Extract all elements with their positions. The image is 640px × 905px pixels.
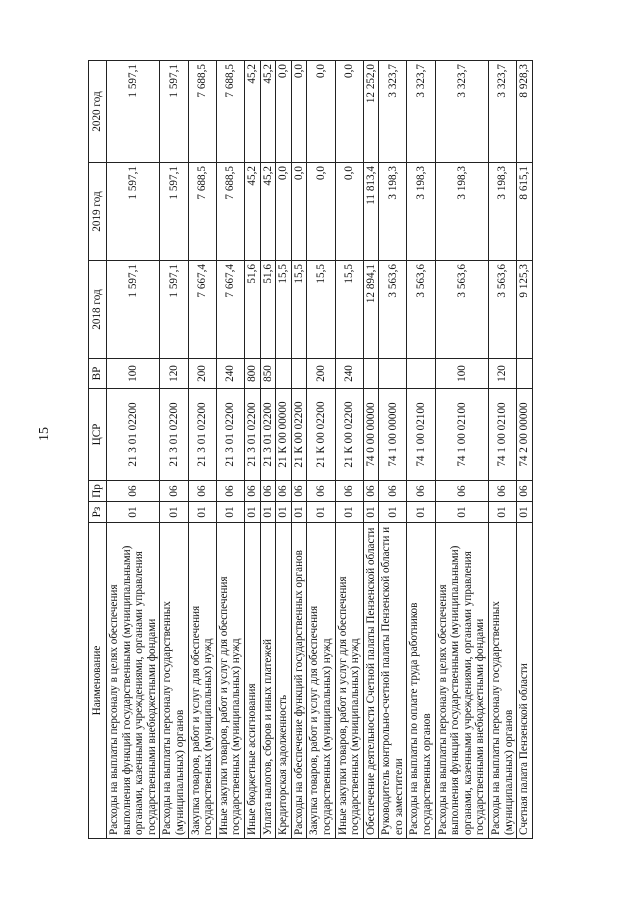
header-2020: 2020 год — [89, 61, 107, 163]
cell-rz: 01 — [188, 502, 216, 523]
table-row — [335, 61, 363, 839]
cell-2019: 0,0 — [276, 163, 292, 261]
cell-rz: 01 — [160, 502, 188, 523]
cell-csr: 74 1 00 02100 — [489, 389, 517, 481]
cell-pr: 06 — [216, 481, 244, 502]
cell-rz: 01 — [216, 502, 244, 523]
cell-name: Руководитель контрольно-счетной палаты Пензенской области и его заместители — [379, 523, 407, 839]
cell-vr: 200 — [307, 359, 335, 389]
cell-name: Обеспечение деятельности Счетной палаты Пензенской области — [363, 523, 379, 839]
cell-2019: 11 813,4 — [363, 163, 379, 261]
cell-2018: 15,5 — [335, 261, 363, 359]
cell-csr: 74 1 00 02100 — [435, 389, 488, 481]
cell-2019: 0,0 — [307, 163, 335, 261]
cell-2018: 51,6 — [260, 261, 276, 359]
cell-rz: 01 — [307, 502, 335, 523]
cell-vr: 850 — [260, 359, 276, 389]
cell-vr — [517, 359, 533, 389]
cell-2019: 8 615,1 — [517, 163, 533, 261]
cell-pr: 06 — [407, 481, 435, 502]
cell-name: Расходы на обеспечение функций государственных органов — [291, 523, 307, 839]
cell-2020: 45,2 — [260, 61, 276, 163]
budget-table — [88, 60, 533, 839]
table-row — [307, 61, 335, 839]
cell-pr: 06 — [335, 481, 363, 502]
cell-2019: 3 198,3 — [407, 163, 435, 261]
cell-pr: 06 — [188, 481, 216, 502]
cell-2019: 3 198,3 — [435, 163, 488, 261]
cell-name: Кредиторская задолженность — [276, 523, 292, 839]
cell-name: Расходы на выплаты персоналу в целях обеспечения выполнения функций государственными (муниципальными) органами, казенными учреждениями, органами управления государственными внебюджетными фондами — [107, 523, 160, 839]
cell-pr: 06 — [276, 481, 292, 502]
cell-name: Закупка товаров, работ и услуг для обеспечения государственных (муниципальных) нужд — [307, 523, 335, 839]
cell-pr: 06 — [435, 481, 488, 502]
cell-2018: 3 563,6 — [379, 261, 407, 359]
cell-csr: 21 К 00 02200 — [335, 389, 363, 481]
cell-csr: 21 3 01 02200 — [244, 389, 260, 481]
cell-2020: 8 928,3 — [517, 61, 533, 163]
cell-2020: 0,0 — [335, 61, 363, 163]
cell-2020: 0,0 — [291, 61, 307, 163]
cell-vr — [276, 359, 292, 389]
cell-csr: 21 3 01 02200 — [160, 389, 188, 481]
cell-vr: 120 — [489, 359, 517, 389]
cell-name: Счетная палата Пензенской области — [517, 523, 533, 839]
cell-name: Иные закупки товаров, работ и услуг для обеспечения государственных (муниципальных) нужд — [216, 523, 244, 839]
cell-2019: 1 597,1 — [160, 163, 188, 261]
cell-2018: 15,5 — [307, 261, 335, 359]
cell-vr — [291, 359, 307, 389]
cell-name: Расходы на выплаты по оплате труда работников государственных органов — [407, 523, 435, 839]
cell-csr: 21 3 01 02200 — [107, 389, 160, 481]
cell-vr — [379, 359, 407, 389]
cell-vr — [407, 359, 435, 389]
cell-2020: 45,2 — [244, 61, 260, 163]
cell-2020: 0,0 — [276, 61, 292, 163]
cell-rz: 01 — [517, 502, 533, 523]
table-row — [489, 61, 517, 839]
cell-2020: 1 597,1 — [160, 61, 188, 163]
cell-2018: 15,5 — [291, 261, 307, 359]
table-header-row — [89, 61, 107, 839]
cell-2020: 0,0 — [307, 61, 335, 163]
cell-name: Расходы на выплаты персоналу государственных (муниципальных) органов — [160, 523, 188, 839]
cell-2020: 3 323,7 — [435, 61, 488, 163]
cell-csr: 21 К 00 02200 — [307, 389, 335, 481]
cell-2018: 1 597,1 — [160, 261, 188, 359]
table-row — [160, 61, 188, 839]
cell-name: Закупка товаров, работ и услуг для обеспечения государственных (муниципальных) нужд — [188, 523, 216, 839]
cell-vr: 100 — [107, 359, 160, 389]
cell-2018: 12 894,1 — [363, 261, 379, 359]
cell-csr: 74 2 00 00000 — [517, 389, 533, 481]
table-body — [107, 61, 533, 839]
header-pr: Пр — [89, 481, 107, 502]
table-row — [407, 61, 435, 839]
cell-2020: 3 323,7 — [489, 61, 517, 163]
cell-2019: 7 688,5 — [188, 163, 216, 261]
header-vr: ВР — [89, 359, 107, 389]
cell-pr: 06 — [517, 481, 533, 502]
cell-2019: 3 198,3 — [379, 163, 407, 261]
cell-pr: 06 — [363, 481, 379, 502]
cell-vr: 100 — [435, 359, 488, 389]
header-name: Наименование — [89, 523, 107, 839]
cell-pr: 06 — [260, 481, 276, 502]
cell-rz: 01 — [379, 502, 407, 523]
cell-pr: 06 — [244, 481, 260, 502]
cell-rz: 01 — [276, 502, 292, 523]
cell-vr: 200 — [188, 359, 216, 389]
cell-2019: 45,2 — [244, 163, 260, 261]
cell-2018: 3 563,6 — [489, 261, 517, 359]
cell-name: Иные бюджетные ассигнования — [244, 523, 260, 839]
cell-rz: 01 — [407, 502, 435, 523]
cell-2020: 7 688,5 — [216, 61, 244, 163]
cell-2020: 7 688,5 — [188, 61, 216, 163]
cell-csr: 74 0 00 00000 — [363, 389, 379, 481]
cell-name: Расходы на выплаты персоналу в целях обеспечения выполнения функций государственными (муниципальными) органами, казенными учреждениями, органами управления государственными внебюджетными фондами — [435, 523, 488, 839]
cell-rz: 01 — [244, 502, 260, 523]
cell-2019: 45,2 — [260, 163, 276, 261]
cell-name: Уплата налогов, сборов и иных платежей — [260, 523, 276, 839]
cell-rz: 01 — [489, 502, 517, 523]
cell-name: Расходы на выплаты персоналу государственных (муниципальных) органов — [489, 523, 517, 839]
table-row — [260, 61, 276, 839]
cell-2018: 7 667,4 — [188, 261, 216, 359]
table-row — [517, 61, 533, 839]
cell-csr: 21 К 00 02200 — [291, 389, 307, 481]
table-row — [244, 61, 260, 839]
table-row — [291, 61, 307, 839]
header-2019: 2019 год — [89, 163, 107, 261]
cell-2019: 0,0 — [335, 163, 363, 261]
cell-2020: 1 597,1 — [107, 61, 160, 163]
cell-2020: 12 252,0 — [363, 61, 379, 163]
cell-2018: 9 125,3 — [517, 261, 533, 359]
header-2018: 2018 год — [89, 261, 107, 359]
cell-2019: 0,0 — [291, 163, 307, 261]
cell-pr: 06 — [291, 481, 307, 502]
cell-csr: 21 3 01 02200 — [216, 389, 244, 481]
page-number: 15 — [37, 427, 52, 441]
cell-vr: 240 — [335, 359, 363, 389]
cell-csr: 74 1 00 00000 — [379, 389, 407, 481]
cell-vr: 120 — [160, 359, 188, 389]
cell-vr — [363, 359, 379, 389]
table-row — [216, 61, 244, 839]
cell-2020: 3 323,7 — [379, 61, 407, 163]
cell-2018: 7 667,4 — [216, 261, 244, 359]
table-row — [435, 61, 488, 839]
cell-2019: 1 597,1 — [107, 163, 160, 261]
cell-vr: 800 — [244, 359, 260, 389]
table-row — [363, 61, 379, 839]
cell-pr: 06 — [307, 481, 335, 502]
cell-pr: 06 — [379, 481, 407, 502]
cell-rz: 01 — [107, 502, 160, 523]
table-row — [188, 61, 216, 839]
table-row — [276, 61, 292, 839]
cell-2018: 3 563,6 — [407, 261, 435, 359]
cell-2018: 1 597,1 — [107, 261, 160, 359]
cell-csr: 21 3 01 02200 — [260, 389, 276, 481]
cell-vr: 240 — [216, 359, 244, 389]
table-row — [107, 61, 160, 839]
header-csr: ЦСР — [89, 389, 107, 481]
cell-csr: 21 3 01 02200 — [188, 389, 216, 481]
cell-2019: 7 688,5 — [216, 163, 244, 261]
rotated-table-wrapper — [88, 61, 556, 839]
cell-pr: 06 — [107, 481, 160, 502]
cell-rz: 01 — [335, 502, 363, 523]
cell-2020: 3 323,7 — [407, 61, 435, 163]
cell-2018: 51,6 — [244, 261, 260, 359]
cell-2018: 15,5 — [276, 261, 292, 359]
cell-rz: 01 — [363, 502, 379, 523]
header-rz: Рз — [89, 502, 107, 523]
cell-2018: 3 563,6 — [435, 261, 488, 359]
table-row — [379, 61, 407, 839]
cell-pr: 06 — [489, 481, 517, 502]
cell-pr: 06 — [160, 481, 188, 502]
cell-name: Иные закупки товаров, работ и услуг для обеспечения государственных (муниципальных) нужд — [335, 523, 363, 839]
cell-csr: 21 К 00 00000 — [276, 389, 292, 481]
cell-2019: 3 198,3 — [489, 163, 517, 261]
cell-rz: 01 — [291, 502, 307, 523]
cell-csr: 74 1 00 02100 — [407, 389, 435, 481]
cell-rz: 01 — [435, 502, 488, 523]
cell-rz: 01 — [260, 502, 276, 523]
